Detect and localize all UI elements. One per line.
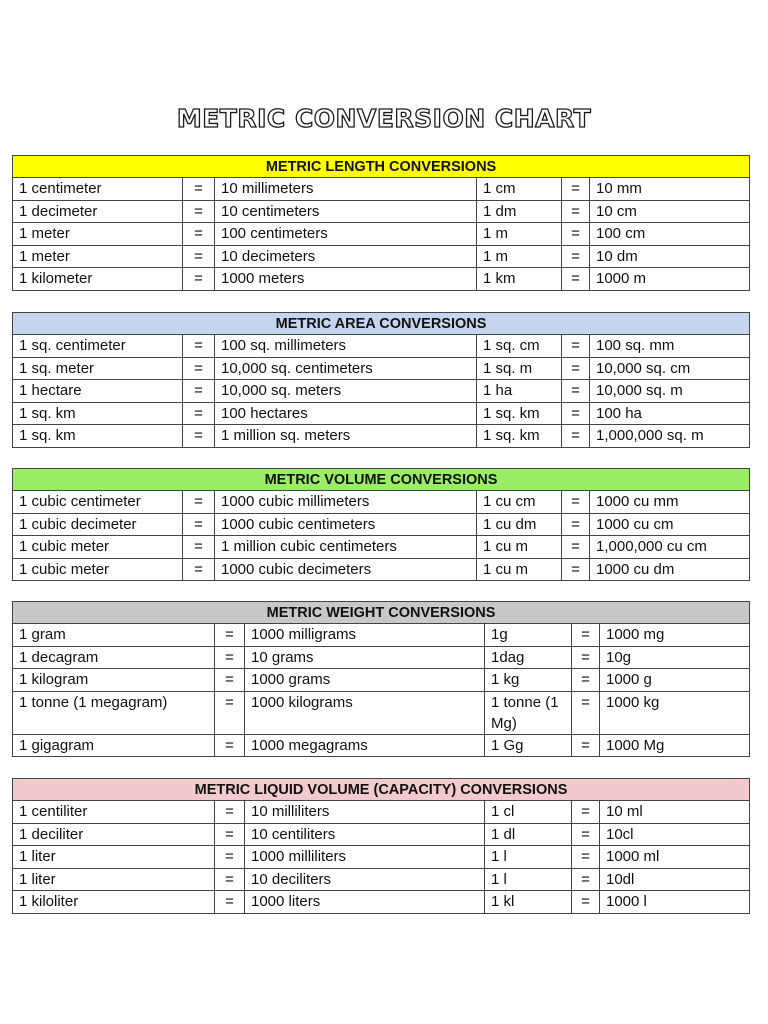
equals-abbr-cell: = (562, 402, 590, 425)
from-abbr-cell: 1 cm (477, 178, 562, 201)
from-abbr-cell: 1 m (477, 245, 562, 268)
table-row (13, 335, 750, 358)
to-abbr-cell: 1,000,000 sq. m (590, 425, 750, 448)
from-abbr-cell: 1 l (485, 868, 572, 891)
from-abbr-cell: 1 dm (477, 200, 562, 223)
from-unit-cell: 1 meter (13, 245, 183, 268)
equals-cell: = (215, 846, 245, 869)
to-abbr-cell: 100 cm (590, 223, 750, 246)
to-abbr-cell: 10 mm (590, 178, 750, 201)
equals-abbr-cell: = (562, 200, 590, 223)
from-unit-cell: 1 sq. centimeter (13, 335, 183, 358)
from-abbr-cell: 1 cl (485, 801, 572, 824)
from-unit-cell: 1 decagram (13, 646, 215, 669)
to-value-cell: 100 hectares (215, 402, 477, 425)
from-abbr-cell: 1 kg (485, 669, 572, 692)
to-value-cell: 10,000 sq. centimeters (215, 357, 477, 380)
to-value-cell: 1000 cubic decimeters (215, 558, 477, 581)
to-value-cell: 1000 liters (245, 891, 485, 914)
equals-cell: = (215, 734, 245, 757)
from-abbr-cell: 1 dl (485, 823, 572, 846)
equals-cell: = (183, 335, 215, 358)
from-unit-cell: 1 tonne (1 megagram) (13, 691, 215, 734)
table-row (13, 425, 750, 448)
to-value-cell: 1000 meters (215, 268, 477, 291)
to-abbr-cell: 100 sq. mm (590, 335, 750, 358)
to-value-cell: 10 deciliters (245, 868, 485, 891)
table-row (13, 801, 750, 824)
from-unit-cell: 1 cubic decimeter (13, 513, 183, 536)
equals-abbr-cell: = (572, 624, 600, 647)
table-row (13, 891, 750, 914)
liquid-volume-table (12, 778, 750, 914)
from-unit-cell: 1 sq. km (13, 425, 183, 448)
from-abbr-cell: 1dag (485, 646, 572, 669)
equals-abbr-cell: = (572, 734, 600, 757)
to-abbr-cell: 10,000 sq. cm (590, 357, 750, 380)
equals-cell: = (183, 380, 215, 403)
from-unit-cell: 1 cubic centimeter (13, 491, 183, 514)
to-abbr-cell: 10g (600, 646, 750, 669)
table-row (13, 245, 750, 268)
table-row (13, 558, 750, 581)
from-abbr-cell: 1g (485, 624, 572, 647)
from-unit-cell: 1 liter (13, 846, 215, 869)
table-row (13, 402, 750, 425)
area-table (12, 312, 750, 448)
equals-abbr-cell: = (562, 178, 590, 201)
to-abbr-cell: 1,000,000 cu cm (590, 536, 750, 559)
to-value-cell: 10 millimeters (215, 178, 477, 201)
equals-cell: = (215, 868, 245, 891)
to-abbr-cell: 100 ha (590, 402, 750, 425)
section-heading: METRIC WEIGHT CONVERSIONS (13, 602, 750, 624)
to-value-cell: 1000 milliliters (245, 846, 485, 869)
length-section (12, 155, 749, 291)
to-abbr-cell: 10cl (600, 823, 750, 846)
from-unit-cell: 1 hectare (13, 380, 183, 403)
to-abbr-cell: 10dl (600, 868, 750, 891)
to-value-cell: 1 million cubic centimeters (215, 536, 477, 559)
equals-cell: = (215, 801, 245, 824)
to-value-cell: 1000 milligrams (245, 624, 485, 647)
equals-cell: = (183, 402, 215, 425)
from-unit-cell: 1 sq. meter (13, 357, 183, 380)
to-value-cell: 1000 cubic centimeters (215, 513, 477, 536)
from-abbr-cell: 1 km (477, 268, 562, 291)
table-row (13, 846, 750, 869)
to-abbr-cell: 1000 cu dm (590, 558, 750, 581)
from-unit-cell: 1 gigagram (13, 734, 215, 757)
from-abbr-cell: 1 kl (485, 891, 572, 914)
equals-abbr-cell: = (562, 558, 590, 581)
page-title: METRIC CONVERSION CHART (176, 104, 592, 133)
to-abbr-cell: 1000 Mg (600, 734, 750, 757)
table-row (13, 513, 750, 536)
table-row (13, 646, 750, 669)
equals-cell: = (215, 669, 245, 692)
equals-abbr-cell: = (572, 823, 600, 846)
to-abbr-cell: 1000 cu cm (590, 513, 750, 536)
from-abbr-cell: 1 sq. km (477, 425, 562, 448)
volume-table (12, 468, 750, 581)
equals-abbr-cell: = (562, 536, 590, 559)
equals-abbr-cell: = (562, 513, 590, 536)
to-value-cell: 10 grams (245, 646, 485, 669)
from-unit-cell: 1 meter (13, 223, 183, 246)
from-abbr-cell: 1 tonne (1 Mg) (485, 691, 572, 734)
equals-abbr-cell: = (572, 846, 600, 869)
to-value-cell: 1000 cubic millimeters (215, 491, 477, 514)
section-heading: METRIC AREA CONVERSIONS (13, 313, 750, 335)
table-row (13, 268, 750, 291)
equals-abbr-cell: = (572, 646, 600, 669)
equals-abbr-cell: = (572, 891, 600, 914)
equals-cell: = (183, 536, 215, 559)
from-abbr-cell: 1 ha (477, 380, 562, 403)
section-heading: METRIC LENGTH CONVERSIONS (13, 156, 750, 178)
equals-cell: = (215, 891, 245, 914)
section-heading: METRIC VOLUME CONVERSIONS (13, 469, 750, 491)
equals-cell: = (215, 624, 245, 647)
from-abbr-cell: 1 cu m (477, 558, 562, 581)
from-abbr-cell: 1 m (477, 223, 562, 246)
to-abbr-cell: 10 cm (590, 200, 750, 223)
from-abbr-cell: 1 cu m (477, 536, 562, 559)
table-row (13, 823, 750, 846)
equals-cell: = (183, 491, 215, 514)
equals-cell: = (183, 178, 215, 201)
from-abbr-cell: 1 l (485, 846, 572, 869)
table-row (13, 357, 750, 380)
to-abbr-cell: 1000 cu mm (590, 491, 750, 514)
equals-abbr-cell: = (562, 335, 590, 358)
from-unit-cell: 1 kilometer (13, 268, 183, 291)
equals-abbr-cell: = (562, 425, 590, 448)
from-unit-cell: 1 gram (13, 624, 215, 647)
to-abbr-cell: 10 dm (590, 245, 750, 268)
equals-abbr-cell: = (562, 380, 590, 403)
from-abbr-cell: 1 cu dm (477, 513, 562, 536)
to-abbr-cell: 1000 g (600, 669, 750, 692)
to-value-cell: 10,000 sq. meters (215, 380, 477, 403)
equals-cell: = (183, 245, 215, 268)
to-value-cell: 1000 kilograms (245, 691, 485, 734)
to-abbr-cell: 10,000 sq. m (590, 380, 750, 403)
to-value-cell: 10 decimeters (215, 245, 477, 268)
from-unit-cell: 1 deciliter (13, 823, 215, 846)
from-unit-cell: 1 kilogram (13, 669, 215, 692)
table-row (13, 536, 750, 559)
table-row (13, 223, 750, 246)
from-unit-cell: 1 sq. km (13, 402, 183, 425)
table-row (13, 380, 750, 403)
table-row (13, 868, 750, 891)
from-abbr-cell: 1 sq. m (477, 357, 562, 380)
table-row (13, 200, 750, 223)
from-unit-cell: 1 decimeter (13, 200, 183, 223)
to-value-cell: 10 milliliters (245, 801, 485, 824)
table-row (13, 734, 750, 757)
equals-abbr-cell: = (562, 245, 590, 268)
to-value-cell: 10 centiliters (245, 823, 485, 846)
equals-abbr-cell: = (562, 223, 590, 246)
equals-abbr-cell: = (572, 801, 600, 824)
from-abbr-cell: 1 Gg (485, 734, 572, 757)
to-value-cell: 100 centimeters (215, 223, 477, 246)
equals-abbr-cell: = (562, 357, 590, 380)
equals-cell: = (215, 823, 245, 846)
weight-table (12, 601, 750, 757)
from-abbr-cell: 1 sq. cm (477, 335, 562, 358)
equals-cell: = (183, 558, 215, 581)
equals-cell: = (183, 425, 215, 448)
equals-cell: = (215, 691, 245, 734)
from-unit-cell: 1 centiliter (13, 801, 215, 824)
to-value-cell: 1000 grams (245, 669, 485, 692)
to-abbr-cell: 1000 ml (600, 846, 750, 869)
weight-section (12, 601, 749, 757)
volume-section (12, 468, 749, 581)
table-row (13, 669, 750, 692)
equals-cell: = (183, 513, 215, 536)
to-value-cell: 100 sq. millimeters (215, 335, 477, 358)
to-abbr-cell: 1000 mg (600, 624, 750, 647)
equals-cell: = (183, 200, 215, 223)
table-row (13, 624, 750, 647)
from-unit-cell: 1 kiloliter (13, 891, 215, 914)
equals-abbr-cell: = (572, 868, 600, 891)
equals-abbr-cell: = (572, 669, 600, 692)
table-row (13, 691, 750, 734)
equals-abbr-cell: = (572, 691, 600, 734)
table-row (13, 491, 750, 514)
to-abbr-cell: 1000 l (600, 891, 750, 914)
equals-cell: = (183, 357, 215, 380)
section-heading: METRIC LIQUID VOLUME (CAPACITY) CONVERSIONS (13, 779, 750, 801)
equals-cell: = (183, 223, 215, 246)
from-unit-cell: 1 cubic meter (13, 558, 183, 581)
equals-abbr-cell: = (562, 268, 590, 291)
from-unit-cell: 1 liter (13, 868, 215, 891)
area-section (12, 312, 749, 448)
from-abbr-cell: 1 cu cm (477, 491, 562, 514)
to-abbr-cell: 1000 kg (600, 691, 750, 734)
from-unit-cell: 1 cubic meter (13, 536, 183, 559)
to-value-cell: 1000 megagrams (245, 734, 485, 757)
to-value-cell: 10 centimeters (215, 200, 477, 223)
from-unit-cell: 1 centimeter (13, 178, 183, 201)
to-abbr-cell: 10 ml (600, 801, 750, 824)
table-row (13, 178, 750, 201)
liquid-volume-section (12, 778, 749, 914)
to-value-cell: 1 million sq. meters (215, 425, 477, 448)
equals-cell: = (215, 646, 245, 669)
length-table (12, 155, 750, 291)
from-abbr-cell: 1 sq. km (477, 402, 562, 425)
to-abbr-cell: 1000 m (590, 268, 750, 291)
equals-abbr-cell: = (562, 491, 590, 514)
equals-cell: = (183, 268, 215, 291)
